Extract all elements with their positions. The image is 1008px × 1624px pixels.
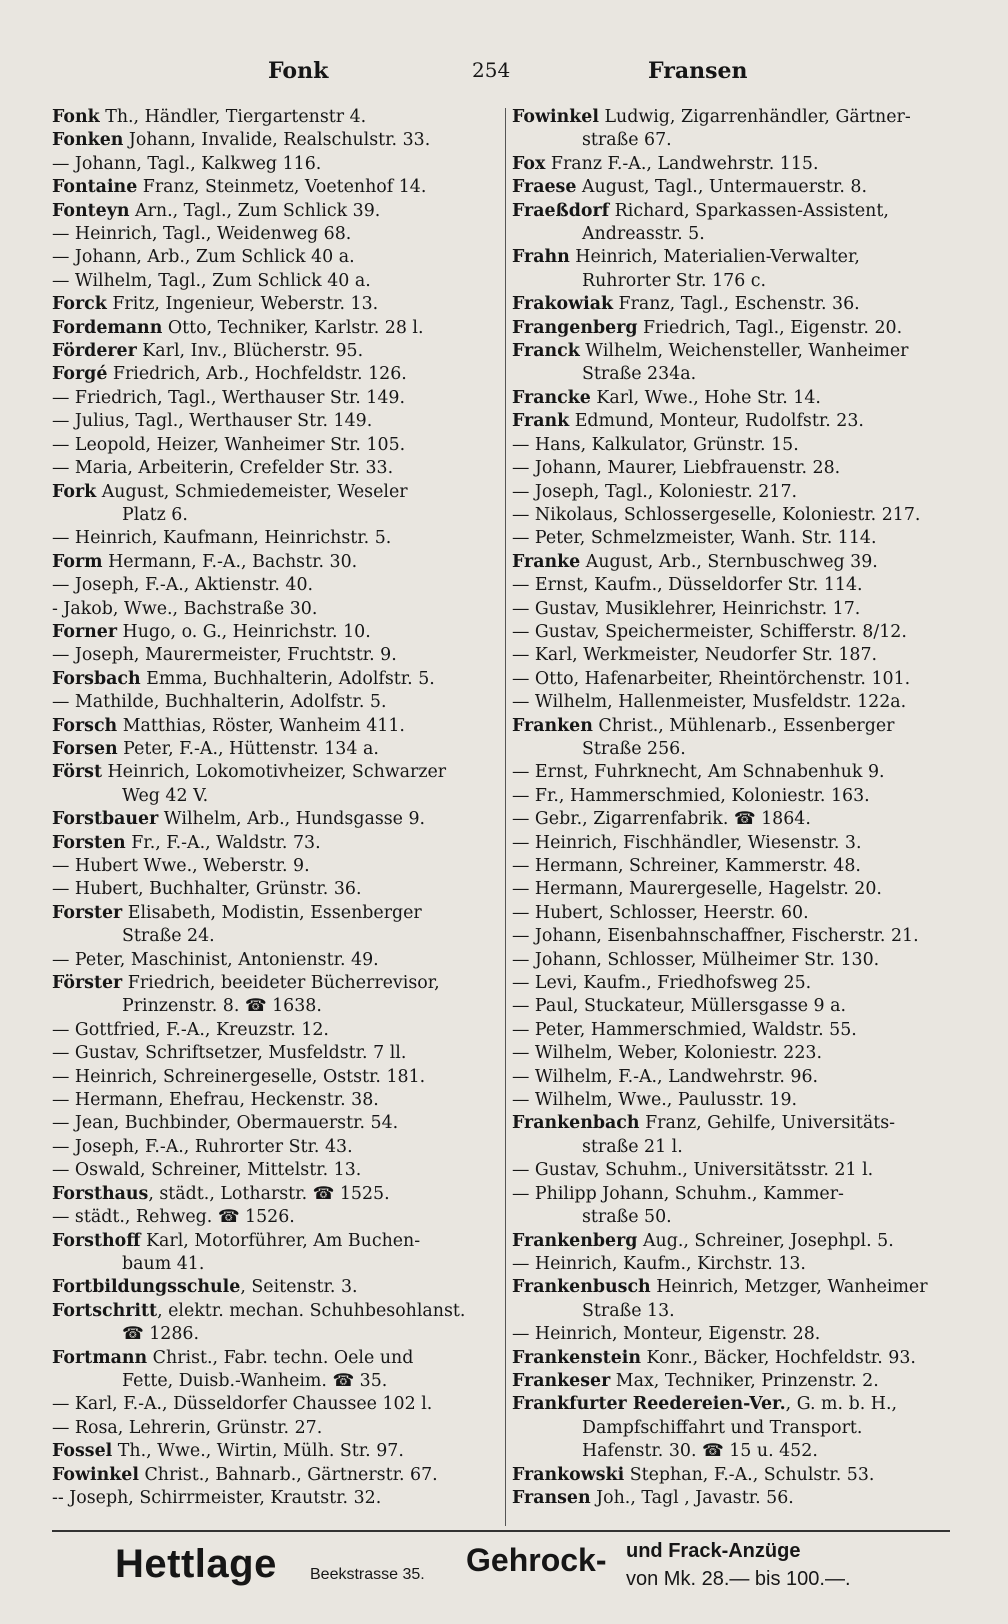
directory-entry <box>512 621 952 644</box>
entry-details: , Seitenstr. 3. <box>240 1277 358 1298</box>
entry-continuation: ☎ 1286. <box>122 1324 199 1345</box>
entry-details: Elisabeth, Modistin, Essenberger <box>122 902 422 923</box>
directory-entry <box>512 949 952 972</box>
directory-entry <box>512 1253 952 1276</box>
entry-details: Karl, Inv., Blücherstr. 95. <box>136 341 364 362</box>
directory-entry <box>512 1464 952 1487</box>
entry-surname: Fortmann <box>52 1347 148 1368</box>
directory-entry <box>512 1112 952 1135</box>
directory-entry <box>52 691 500 714</box>
entry-surname: Forsthoff <box>52 1230 141 1251</box>
directory-entry <box>512 270 952 293</box>
directory-entry <box>52 270 500 293</box>
entry-details: — Gottfried, F.-A., Kreuzstr. 12. <box>52 1019 329 1040</box>
entry-details: Th., Wwe., Wirtin, Mülh. Str. 97. <box>112 1441 404 1462</box>
entry-details: — Gustav, Schriftsetzer, Musfeldstr. 7 ll. <box>52 1043 407 1064</box>
directory-entry <box>512 1370 952 1393</box>
directory-entry <box>52 410 500 433</box>
entry-surname: Frankeser <box>512 1370 611 1391</box>
entry-surname: Frankfurter Reedereien-Ver. <box>512 1394 786 1415</box>
directory-entry <box>52 1089 500 1112</box>
directory-entry <box>52 504 500 527</box>
header-left-keyword: Fonk <box>268 58 329 84</box>
entry-details: — Otto, Hafenarbeiter, Rheintörchenstr. 101. <box>512 668 911 689</box>
entry-continuation: Straße 13. <box>582 1300 675 1321</box>
directory-entry <box>512 106 952 129</box>
entry-continuation: Ruhrorter Str. 176 c. <box>582 270 767 291</box>
entry-details: Franz, Tagl., Eschenstr. 36. <box>613 294 860 315</box>
directory-entry <box>52 1206 500 1229</box>
entry-surname: Fossel <box>52 1441 113 1462</box>
entry-details: — Heinrich, Fischhändler, Wiesenstr. 3. <box>512 832 862 853</box>
entry-surname: Frankenbusch <box>512 1277 651 1298</box>
directory-entry <box>52 785 500 808</box>
entry-details: — Heinrich, Kaufm., Kirchstr. 13. <box>512 1253 806 1274</box>
entry-surname: Frankowski <box>512 1464 625 1485</box>
entry-surname: Forgé <box>52 364 108 385</box>
directory-entry <box>52 1323 500 1346</box>
directory-entry <box>52 246 500 269</box>
entry-details: Heinrich, Metzger, Wanheimer <box>650 1277 928 1298</box>
directory-entry <box>512 551 952 574</box>
entry-surname: Frakowiak <box>512 294 614 315</box>
directory-entry <box>52 902 500 925</box>
entry-surname: Franken <box>512 715 593 736</box>
ad-brand: Hettlage <box>115 1542 277 1586</box>
directory-entry <box>512 1136 952 1159</box>
entry-surname: Francke <box>512 387 591 408</box>
entry-details: — Wilhelm, Wwe., Paulusstr. 19. <box>512 1090 798 1111</box>
entry-details: Wilhelm, Arb., Hundsgasse 9. <box>158 809 426 830</box>
entry-details: Christ., Mühlenarb., Essenberger <box>592 715 895 736</box>
directory-entry <box>52 1370 500 1393</box>
entry-details: — Ernst, Fuhrknecht, Am Schnabenhuk 9. <box>512 762 885 783</box>
entry-surname: Fraeßdorf <box>512 200 610 221</box>
directory-entry <box>512 410 952 433</box>
entry-details: Wilhelm, Weichensteller, Wanheimer <box>579 341 909 362</box>
directory-entry <box>512 878 952 901</box>
entry-details: Richard, Sparkassen-Assistent, <box>609 200 889 221</box>
entry-surname: Förster <box>52 973 123 994</box>
entry-details: -- Joseph, Schirrmeister, Krautstr. 32. <box>52 1487 382 1508</box>
right-column <box>512 106 952 1510</box>
entry-details: — Heinrich, Monteur, Eigenstr. 28. <box>512 1324 821 1345</box>
entry-details: Karl, Motorführer, Am Buchen- <box>140 1230 421 1251</box>
entry-details: — Rosa, Lehrerin, Grünstr. 27. <box>52 1417 323 1438</box>
entry-details: — Wilhelm, F.-A., Landwehrstr. 96. <box>512 1066 819 1087</box>
entry-details: - Jakob, Wwe., Bachstraße 30. <box>52 598 318 619</box>
entry-details: Arn., Tagl., Zum Schlick 39. <box>129 200 381 221</box>
directory-entry <box>52 598 500 621</box>
entry-details: Friedrich, beeideter Bücherrevisor, <box>122 973 440 994</box>
directory-entry <box>512 574 952 597</box>
entry-details: Matthias, Röster, Wanheim 411. <box>117 715 405 736</box>
entry-surname: Fowinkel <box>512 107 599 127</box>
directory-entry <box>52 551 500 574</box>
directory-entry <box>52 1230 500 1253</box>
directory-entry <box>512 1183 952 1206</box>
entry-details: — Wilhelm, Weber, Koloniestr. 223. <box>512 1043 823 1064</box>
entry-surname: Forsten <box>52 832 126 853</box>
entry-details: Edmund, Monteur, Rudolfstr. 23. <box>569 411 864 432</box>
directory-entry <box>512 1323 952 1346</box>
directory-entry <box>52 1183 500 1206</box>
entry-details: — Hans, Kalkulator, Grünstr. 15. <box>512 434 799 455</box>
directory-entry <box>512 1393 952 1416</box>
directory-entry <box>512 902 952 925</box>
directory-entry <box>512 832 952 855</box>
directory-entry <box>512 1230 952 1253</box>
entry-details: — Levi, Kaufm., Friedhofsweg 25. <box>512 973 812 994</box>
directory-entry <box>52 1464 500 1487</box>
entry-details: — Julius, Tagl., Werthauser Str. 149. <box>52 411 373 432</box>
directory-entry <box>512 129 952 152</box>
directory-entry <box>52 1276 500 1299</box>
directory-entry <box>52 1300 500 1323</box>
advertisement <box>0 1536 1008 1606</box>
ad-product: Gehrock- <box>466 1542 607 1578</box>
directory-entry <box>52 317 500 340</box>
directory-entry <box>52 761 500 784</box>
entry-surname: Franck <box>512 341 580 362</box>
entry-surname: Fork <box>52 481 97 502</box>
entry-details: — Johann, Arb., Zum Schlick 40 a. <box>52 247 355 268</box>
directory-entry <box>512 691 952 714</box>
entry-details: , städt., Lotharstr. ☎ 1525. <box>148 1183 390 1204</box>
directory-entry <box>512 363 952 386</box>
entry-details: — Oswald, Schreiner, Mittelstr. 13. <box>52 1160 362 1181</box>
directory-entry <box>52 387 500 410</box>
entry-details: — Gustav, Musiklehrer, Heinrichstr. 17. <box>512 598 861 619</box>
entry-details: — Heinrich, Kaufmann, Heinrichstr. 5. <box>52 528 392 549</box>
entry-details: August, Tagl., Untermauerstr. 8. <box>576 177 867 198</box>
directory-entry <box>512 785 952 808</box>
entry-surname: Fortbildungsschule <box>52 1277 241 1298</box>
directory-entry <box>512 1417 952 1440</box>
directory-entry <box>512 1347 952 1370</box>
entry-continuation: Platz 6. <box>122 504 188 525</box>
column-divider <box>505 108 506 1526</box>
entry-details: — Heinrich, Tagl., Weidenweg 68. <box>52 224 352 245</box>
entry-details: — Karl, Werkmeister, Neudorfer Str. 187. <box>512 645 878 666</box>
entry-details: Otto, Techniker, Karlstr. 28 l. <box>162 317 424 338</box>
entry-details: — Joseph, Tagl., Koloniestr. 217. <box>512 481 798 502</box>
directory-entry <box>52 200 500 223</box>
directory-entry <box>52 434 500 457</box>
directory-entry <box>512 176 952 199</box>
entry-details: — Maria, Arbeiterin, Crefelder Str. 33. <box>52 458 394 479</box>
entry-details: — Peter, Schmelzmeister, Wanh. Str. 114. <box>512 528 877 549</box>
entry-surname: Forsthaus <box>52 1183 149 1204</box>
entry-surname: Frankenberg <box>512 1230 638 1251</box>
directory-entry <box>512 1042 952 1065</box>
directory-entry <box>52 1112 500 1135</box>
entry-details: Fritz, Ingenieur, Weberstr. 13. <box>106 294 379 315</box>
directory-entry <box>512 246 952 269</box>
directory-entry <box>52 1042 500 1065</box>
directory-entry <box>52 1393 500 1416</box>
directory-entry <box>52 176 500 199</box>
entry-details: Hermann, F.-A., Bachstr. 30. <box>102 551 358 572</box>
entry-surname: Fordemann <box>52 317 163 338</box>
entry-continuation: baum 41. <box>122 1253 205 1274</box>
directory-entry <box>512 715 952 738</box>
entry-continuation: Hafenstr. 30. ☎ 15 u. 452. <box>582 1441 818 1462</box>
entry-details: Konr., Bäcker, Hochfeldstr. 93. <box>641 1347 916 1368</box>
directory-entry <box>52 972 500 995</box>
entry-details: Franz, Steinmetz, Voetenhof 14. <box>137 177 427 198</box>
entry-continuation: Fette, Duisb.-Wanheim. ☎ 35. <box>122 1370 388 1391</box>
entry-details: — Friedrich, Tagl., Werthauser Str. 149. <box>52 387 406 408</box>
directory-entry <box>52 1066 500 1089</box>
directory-entry <box>52 878 500 901</box>
entry-details: — Wilhelm, Hallenmeister, Musfeldstr. 122a. <box>512 692 907 713</box>
entry-surname: Frank <box>512 411 570 432</box>
directory-entry <box>512 972 952 995</box>
entry-details: — Joseph, Maurermeister, Fruchtstr. 9. <box>52 645 397 666</box>
entry-details: — Johann, Schlosser, Mülheimer Str. 130. <box>512 949 880 970</box>
directory-entry <box>52 925 500 948</box>
entry-surname: Fortschritt <box>52 1300 158 1321</box>
directory-entry <box>512 504 952 527</box>
entry-details: Th., Händler, Tiergartenstr 4. <box>99 107 367 127</box>
directory-entry <box>512 668 952 691</box>
entry-continuation: Prinzenstr. 8. ☎ 1638. <box>122 996 322 1017</box>
entry-details: Heinrich, Lokomotivheizer, Schwarzer <box>101 762 447 783</box>
entry-details: — Hubert Wwe., Weberstr. 9. <box>52 856 310 876</box>
entry-details: — Peter, Maschinist, Antonienstr. 49. <box>52 949 379 970</box>
entry-details: Karl, Wwe., Hohe Str. 14. <box>590 387 821 408</box>
entry-details: — Johann, Tagl., Kalkweg 116. <box>52 153 322 174</box>
entry-surname: Forner <box>52 621 118 642</box>
entry-details: — Hubert, Schlosser, Heerstr. 60. <box>512 902 809 923</box>
entry-details: — Paul, Stuckateur, Müllersgasse 9 a. <box>512 996 847 1017</box>
entry-details: — Gebr., Zigarrenfabrik. ☎ 1864. <box>512 809 811 830</box>
ad-product-2: und Frack-Anzüge <box>626 1540 801 1562</box>
directory-entry <box>512 1276 952 1299</box>
entry-details: — Hermann, Ehefrau, Heckenstr. 38. <box>52 1090 379 1111</box>
directory-entry <box>52 668 500 691</box>
directory-entry <box>52 1159 500 1182</box>
entry-surname: Först <box>52 762 102 783</box>
entry-details: Friedrich, Arb., Hochfeldstr. 126. <box>107 364 407 385</box>
directory-entry <box>512 761 952 784</box>
entry-surname: Frankenstein <box>512 1347 642 1368</box>
entry-continuation: Straße 24. <box>122 926 215 947</box>
entry-surname: Forster <box>52 902 123 923</box>
directory-entry <box>512 925 952 948</box>
directory-entry <box>52 363 500 386</box>
page-number: 254 <box>472 58 511 82</box>
left-column <box>52 106 500 1510</box>
entry-surname: Forsbach <box>52 668 141 689</box>
entry-surname: Fransen <box>512 1487 591 1508</box>
entry-details: Peter, F.-A., Hüttenstr. 134 a. <box>117 738 379 759</box>
directory-entry <box>52 1487 500 1510</box>
directory-entry <box>52 644 500 667</box>
entry-surname: Frangenberg <box>512 317 638 338</box>
directory-entry <box>512 293 952 316</box>
directory-entry <box>512 223 952 246</box>
entry-surname: Frahn <box>512 247 570 268</box>
directory-entry <box>512 598 952 621</box>
entry-details: — Wilhelm, Tagl., Zum Schlick 40 a. <box>52 270 371 291</box>
entry-surname: Frankenbach <box>512 1113 640 1134</box>
directory-entry <box>52 457 500 480</box>
entry-details: — Hermann, Schreiner, Kammerstr. 48. <box>512 856 861 876</box>
entry-details: Emma, Buchhalterin, Adolfstr. 5. <box>140 668 435 689</box>
entry-details: — Fr., Hammerschmied, Koloniestr. 163. <box>512 785 870 806</box>
directory-entry <box>512 481 952 504</box>
entry-details: Franz, Gehilfe, Universitäts- <box>639 1113 896 1134</box>
entry-details: , elektr. mechan. Schuhbesohlanst. <box>157 1300 466 1321</box>
entry-details: Hugo, o. G., Heinrichstr. 10. <box>117 621 371 642</box>
directory-entry <box>52 340 500 363</box>
entry-details: — Philipp Johann, Schuhm., Kammer- <box>512 1183 844 1204</box>
entry-surname: Forsch <box>52 715 118 736</box>
directory-entry <box>52 129 500 152</box>
directory-entry <box>52 1417 500 1440</box>
entry-details: — Karl, F.-A., Düsseldorfer Chaussee 102 l. <box>52 1394 433 1415</box>
entry-details: Franz F.-A., Landwehrstr. 115. <box>545 153 819 174</box>
entry-details: Max, Techniker, Prinzenstr. 2. <box>610 1370 879 1391</box>
entry-details: Stephan, F.-A., Schulstr. 53. <box>624 1464 875 1485</box>
entry-details: — Johann, Maurer, Liebfrauenstr. 28. <box>512 458 841 479</box>
directory-entry <box>52 574 500 597</box>
directory-entry <box>512 855 952 878</box>
directory-entry <box>512 317 952 340</box>
directory-entry <box>512 1089 952 1112</box>
entry-surname: Förderer <box>52 341 137 362</box>
directory-entry <box>52 715 500 738</box>
directory-entry <box>512 200 952 223</box>
directory-entry <box>512 527 952 550</box>
entry-details: Aug., Schreiner, Josephpl. 5. <box>637 1230 894 1251</box>
entry-surname: Fraese <box>512 177 577 198</box>
directory-entry <box>52 481 500 504</box>
directory-entry <box>52 832 500 855</box>
entry-details: — Johann, Eisenbahnschaffner, Fischerstr. 21. <box>512 926 919 947</box>
footer-rule <box>52 1530 950 1532</box>
directory-entry <box>52 223 500 246</box>
entry-continuation: straße 67. <box>582 130 672 151</box>
entry-details: — Ernst, Kaufm., Düsseldorfer Str. 114. <box>512 575 863 596</box>
directory-entry <box>52 153 500 176</box>
directory-entry <box>512 434 952 457</box>
entry-details: , G. m. b. H., <box>785 1394 897 1415</box>
entry-details: Heinrich, Materialien-Verwalter, <box>569 247 860 268</box>
entry-details: August, Arb., Sternbuschweg 39. <box>580 551 878 572</box>
entry-details: Johann, Invalide, Realschulstr. 33. <box>123 130 431 151</box>
directory-entry <box>512 1487 952 1510</box>
directory-entry <box>512 738 952 761</box>
header-right-keyword: Fransen <box>648 58 748 84</box>
directory-entry <box>512 153 952 176</box>
directory-entry <box>52 527 500 550</box>
directory-entry <box>512 387 952 410</box>
directory-entry <box>52 1253 500 1276</box>
entry-details: — Hermann, Maurergeselle, Hagelstr. 20. <box>512 879 882 900</box>
ad-price: von Mk. 28.— bis 100.—. <box>626 1568 851 1590</box>
entry-details: — Hubert, Buchhalter, Grünstr. 36. <box>52 879 362 900</box>
entry-surname: Forstbauer <box>52 809 159 830</box>
entry-details: Fr., F.-A., Waldstr. 73. <box>125 832 321 853</box>
entry-surname: Fontaine <box>52 177 138 198</box>
entry-surname: Fonken <box>52 130 124 151</box>
directory-entry <box>512 808 952 831</box>
directory-entry <box>52 855 500 878</box>
directory-entry <box>52 995 500 1018</box>
entry-surname: Fonteyn <box>52 200 130 221</box>
entry-details: Ludwig, Zigarrenhändler, Gärtner- <box>598 107 911 127</box>
entry-continuation: Straße 234a. <box>582 364 697 385</box>
entry-surname: Franke <box>512 551 581 572</box>
entry-continuation: Weg 42 V. <box>122 785 209 806</box>
entry-details: — Jean, Buchbinder, Obermauerstr. 54. <box>52 1113 399 1134</box>
directory-entry <box>52 1440 500 1463</box>
entry-details: August, Schmiedemeister, Weseler <box>96 481 408 502</box>
directory-entry <box>52 738 500 761</box>
entry-details: Joh., Tagl , Javastr. 56. <box>590 1487 794 1508</box>
directory-entry <box>52 1019 500 1042</box>
directory-entry <box>512 644 952 667</box>
directory-entry <box>52 1347 500 1370</box>
ad-street: Beekstrasse 35. <box>310 1566 425 1583</box>
entry-continuation: Andreasstr. 5. <box>582 224 705 245</box>
entry-details: Christ., Fabr. techn. Oele und <box>147 1347 414 1368</box>
directory-entry <box>512 340 952 363</box>
entry-details: — städt., Rehweg. ☎ 1526. <box>52 1207 295 1228</box>
entry-details: — Nikolaus, Schlossergeselle, Koloniestr. 217. <box>512 504 921 525</box>
entry-surname: Fox <box>512 153 546 174</box>
directory-entry <box>52 808 500 831</box>
entry-details: — Peter, Hammerschmied, Waldstr. 55. <box>512 1019 857 1040</box>
directory-entry <box>52 293 500 316</box>
directory-entry <box>52 106 500 129</box>
directory-entry <box>512 1159 952 1182</box>
entry-continuation: straße 21 l. <box>582 1136 683 1157</box>
directory-entry <box>52 949 500 972</box>
entry-details: — Joseph, F.-A., Ruhrorter Str. 43. <box>52 1136 353 1157</box>
entry-details: — Gustav, Speichermeister, Schifferstr. 8/12. <box>512 621 907 642</box>
directory-entry <box>512 1019 952 1042</box>
directory-entry <box>52 621 500 644</box>
entry-surname: Fonk <box>52 107 100 127</box>
entry-details: — Gustav, Schuhm., Universitätsstr. 21 l. <box>512 1160 874 1181</box>
entry-details: — Heinrich, Schreinergeselle, Oststr. 181. <box>52 1066 426 1087</box>
entry-details: Friedrich, Tagl., Eigenstr. 20. <box>637 317 903 338</box>
entry-continuation: straße 50. <box>582 1207 672 1228</box>
directory-entry <box>52 1136 500 1159</box>
entry-surname: Forsen <box>52 738 118 759</box>
directory-entry <box>512 457 952 480</box>
entry-continuation: Straße 256. <box>582 738 686 759</box>
directory-entry <box>512 1066 952 1089</box>
entry-details: — Joseph, F.-A., Aktienstr. 40. <box>52 575 314 596</box>
entry-surname: Form <box>52 551 103 572</box>
entry-continuation: Dampfschiffahrt und Transport. <box>582 1417 863 1438</box>
directory-entry <box>512 1206 952 1229</box>
directory-entry <box>512 995 952 1018</box>
directory-entry <box>512 1440 952 1463</box>
entry-details: Christ., Bahnarb., Gärtnerstr. 67. <box>138 1464 438 1485</box>
entry-surname: Forck <box>52 294 107 315</box>
entry-details: — Mathilde, Buchhalterin, Adolfstr. 5. <box>52 692 387 713</box>
entry-details: — Leopold, Heizer, Wanheimer Str. 105. <box>52 434 406 455</box>
directory-entry <box>512 1300 952 1323</box>
entry-surname: Fowinkel <box>52 1464 139 1485</box>
